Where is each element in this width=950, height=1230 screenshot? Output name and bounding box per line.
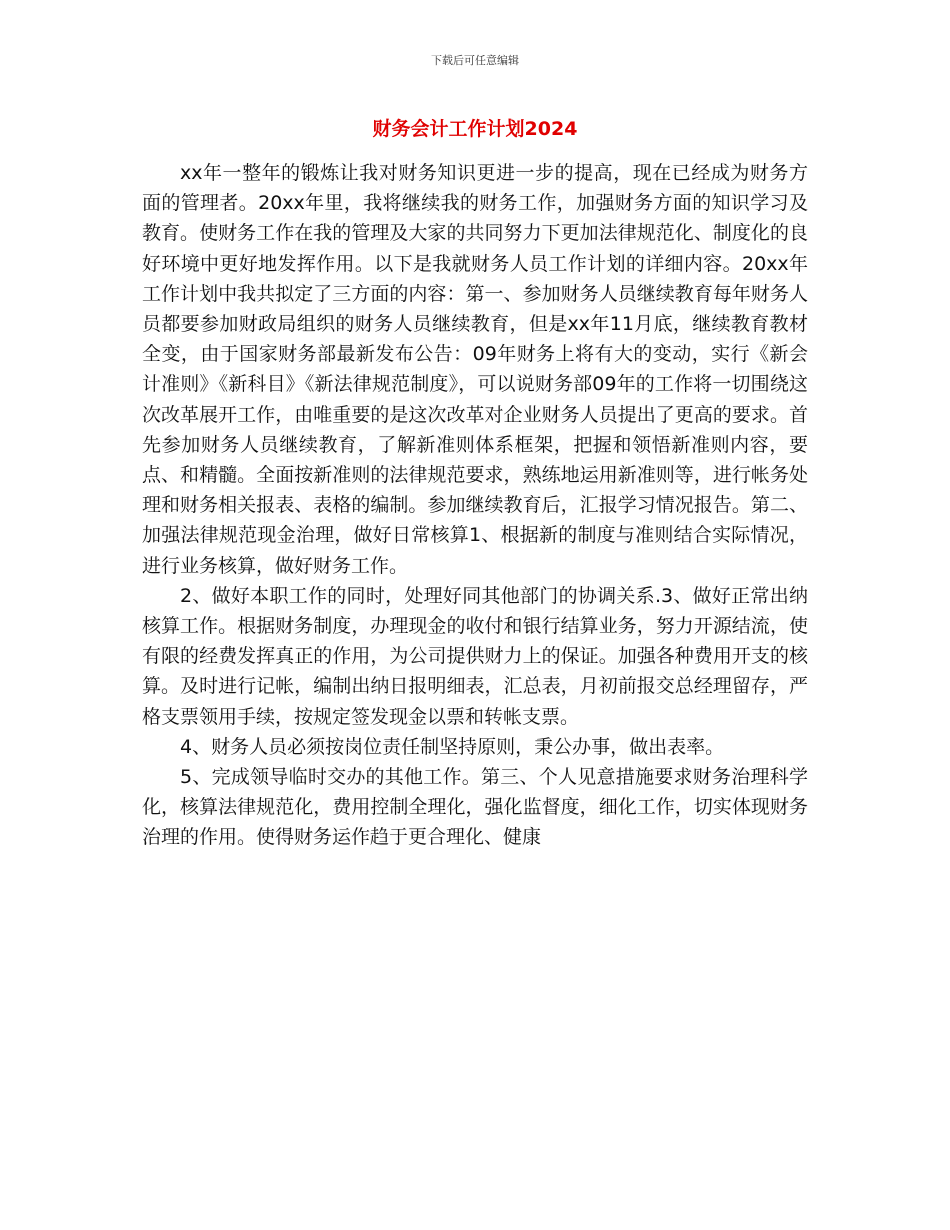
paragraph-3: 4、财务人员必须按岗位责任制坚持原则，秉公办事，做出表率。 xyxy=(180,735,725,758)
document-body xyxy=(142,158,808,853)
paragraph-1: xx年一整年的锻炼让我对财务知识更进一步的提高，现在已经成为财务方面的管理者。20xx年里，我将继续我的财务工作，加强财务方面的知识学习及教育。使财务工作在我的管理及大家的共同努力下更加法律规范化、制度化的良好环境中更好地发挥作用。以下是我就财务人员工作计划的详细内容。20xx年工作计划中我共拟定了三方面的内容：第一、参加财务人员继续教育每年财务人员都要参加财政局组织的财务人员继续教育，但是xx年11月底，继续教育教材全变，由于国家财务部最新发布公告：09年财务上将有大的变动，实行《新会计准则》《新科目》《新法律规范制度》，可以说财务部09年的工作将一切围绕这次改革展开工作，由唯重要的是这次改革对企业财务人员提出了更高的要求。首先参加财务人员继续教育，了解新准则体系框架，把握和领悟新准则内容，要点、和精髓。全面按新准则的法律规范要求，熟练地运用新准则等，进行帐务处理和财务相关报表、表格的编制。参加继续教育后，汇报学习情况报告。第二、加强法律规范现金治理，做好日常核算1、根据新的制度与准则结合实际情况，进行业务核算，做好财务工作。 xyxy=(142,162,808,577)
document-title: 财务会计工作计划2024 xyxy=(372,118,578,140)
page-header: 下载后可任意编辑 xyxy=(431,54,519,67)
paragraph-2: 2、做好本职工作的同时，处理好同其他部门的协调关系.3、做好正常出纳核算工作。根据财务制度，办理现金的收付和银行结算业务，努力开源结流，使有限的经费发挥真正的作用，为公司提供财力上的保证。加强各种费用开支的核算。及时进行记帐，编制出纳日报明细表，汇总表，月初前报交总经理留存，严格支票领用手续，按规定签发现金以票和转帐支票。 xyxy=(142,584,808,728)
paragraph-4: 5、完成领导临时交办的其他工作。第三、个人见意措施要求财务治理科学化，核算法律规范化，费用控制全理化，强化监督度，细化工作，切实体现财务治理的作用。使得财务运作趋于更合理化、健康 xyxy=(142,766,808,849)
